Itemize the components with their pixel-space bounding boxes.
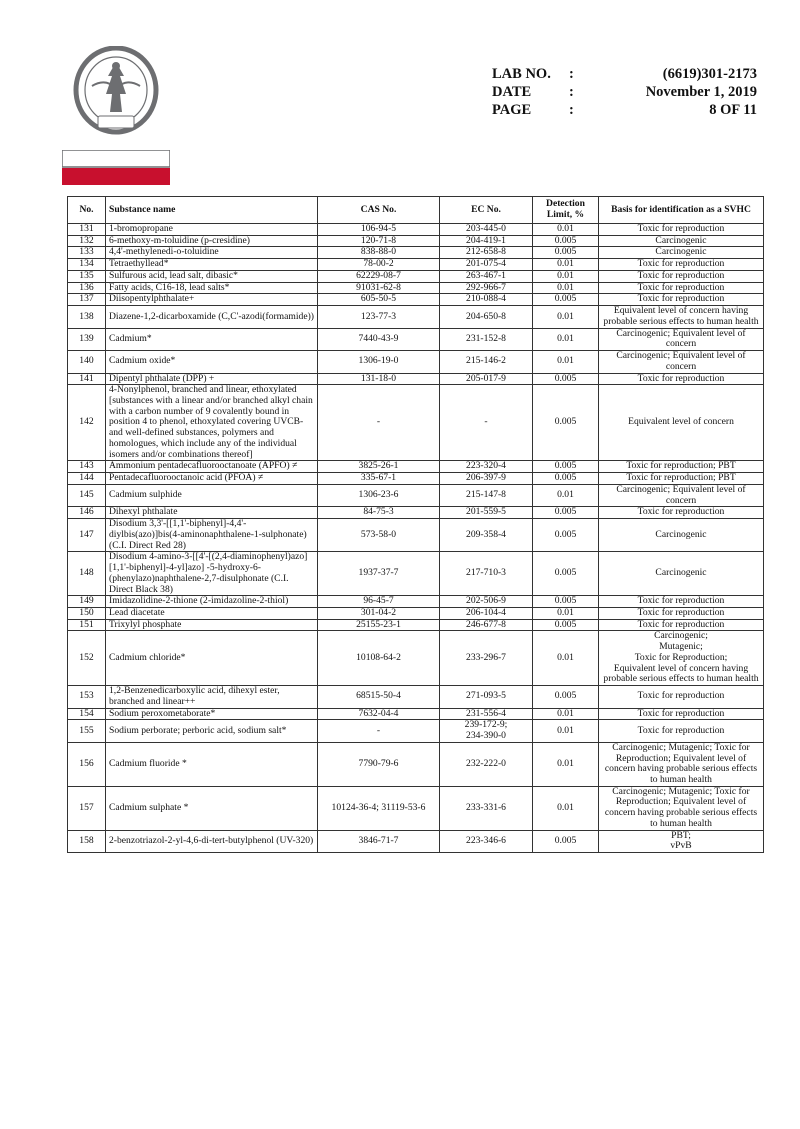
cell-ec: 223-320-4 bbox=[440, 461, 533, 473]
cell-name: Imidazolidine-2-thione (2-imidazoline-2-thiol) bbox=[106, 596, 318, 608]
cell-cas: 7790-79-6 bbox=[318, 742, 440, 786]
lab-no-colon: : bbox=[569, 66, 574, 82]
cell-name: Cadmium oxide* bbox=[106, 351, 318, 373]
cell-no: 131 bbox=[68, 224, 106, 236]
cell-ec: 201-075-4 bbox=[440, 259, 533, 271]
bureau-veritas-seal-icon bbox=[72, 46, 160, 144]
cell-limit: 0.01 bbox=[533, 224, 599, 236]
page-label: PAGE bbox=[492, 102, 532, 118]
cell-basis: Carcinogenic bbox=[599, 519, 764, 552]
cell-ec: 210-088-4 bbox=[440, 294, 533, 306]
table-row bbox=[68, 631, 764, 686]
cell-name: 1-bromopropane bbox=[106, 224, 318, 236]
cell-no: 149 bbox=[68, 596, 106, 608]
cell-limit: 0.01 bbox=[533, 720, 599, 742]
table-row bbox=[68, 484, 764, 506]
cell-limit: 0.01 bbox=[533, 607, 599, 619]
cell-basis: Carcinogenic; Mutagenic; Toxic for Reproduction; Equivalent level of concern having probable serious effects to human health bbox=[599, 742, 764, 786]
cell-no: 154 bbox=[68, 708, 106, 720]
table-row bbox=[68, 552, 764, 596]
cell-cas: 335-67-1 bbox=[318, 473, 440, 485]
cell-basis: Toxic for reproduction bbox=[599, 708, 764, 720]
table-row bbox=[68, 607, 764, 619]
cell-limit: 0.01 bbox=[533, 484, 599, 506]
cell-limit: 0.005 bbox=[533, 385, 599, 461]
cell-cas: - bbox=[318, 385, 440, 461]
table-row bbox=[68, 830, 764, 852]
svhc-table bbox=[67, 196, 764, 853]
cell-cas: 68515-50-4 bbox=[318, 686, 440, 708]
cell-ec: 204-419-1 bbox=[440, 235, 533, 247]
table-row bbox=[68, 742, 764, 786]
table-row bbox=[68, 519, 764, 552]
cell-ec: 292-966-7 bbox=[440, 282, 533, 294]
cell-basis: Carcinogenic; Equivalent level of concern bbox=[599, 351, 764, 373]
cell-name: Cadmium* bbox=[106, 328, 318, 350]
cell-ec: 209-358-4 bbox=[440, 519, 533, 552]
cell-name: Lead diacetate bbox=[106, 607, 318, 619]
cell-basis: Carcinogenic bbox=[599, 552, 764, 596]
cell-cas: 62229-08-7 bbox=[318, 270, 440, 282]
cell-no: 145 bbox=[68, 484, 106, 506]
cell-ec: 206-397-9 bbox=[440, 473, 533, 485]
cell-ec: 205-017-9 bbox=[440, 373, 533, 385]
cell-limit: 0.01 bbox=[533, 282, 599, 294]
cell-ec: 223-346-6 bbox=[440, 830, 533, 852]
cell-cas: 10124-36-4; 31119-53-6 bbox=[318, 786, 440, 830]
table-row bbox=[68, 786, 764, 830]
col-header-detection-limit: Detection Limit, % bbox=[533, 197, 599, 224]
cell-basis: Toxic for reproduction bbox=[599, 294, 764, 306]
cell-ec: 215-146-2 bbox=[440, 351, 533, 373]
cell-no: 146 bbox=[68, 507, 106, 519]
cell-cas: 605-50-5 bbox=[318, 294, 440, 306]
cell-name: Sodium perborate; perboric acid, sodium salt* bbox=[106, 720, 318, 742]
cell-ec: 271-093-5 bbox=[440, 686, 533, 708]
cell-name: Cadmium sulphide bbox=[106, 484, 318, 506]
cell-limit: 0.01 bbox=[533, 306, 599, 328]
col-header-ec: EC No. bbox=[440, 197, 533, 224]
cell-cas: 1937-37-7 bbox=[318, 552, 440, 596]
cell-no: 156 bbox=[68, 742, 106, 786]
table-row bbox=[68, 259, 764, 271]
page-value: 8 OF 11 bbox=[709, 102, 757, 118]
cell-basis: Toxic for reproduction; PBT bbox=[599, 473, 764, 485]
page-row bbox=[492, 102, 757, 120]
cell-basis: Toxic for reproduction; PBT bbox=[599, 461, 764, 473]
table-row bbox=[68, 596, 764, 608]
cell-basis: Equivalent level of concern having probable serious effects to human health bbox=[599, 306, 764, 328]
cell-no: 135 bbox=[68, 270, 106, 282]
cell-no: 150 bbox=[68, 607, 106, 619]
cell-no: 133 bbox=[68, 247, 106, 259]
table-row bbox=[68, 306, 764, 328]
cell-limit: 0.01 bbox=[533, 786, 599, 830]
cell-no: 151 bbox=[68, 619, 106, 631]
cell-no: 136 bbox=[68, 282, 106, 294]
cell-limit: 0.005 bbox=[533, 686, 599, 708]
cell-limit: 0.01 bbox=[533, 351, 599, 373]
table-row bbox=[68, 385, 764, 461]
cell-limit: 0.01 bbox=[533, 708, 599, 720]
cell-limit: 0.005 bbox=[533, 247, 599, 259]
table-row bbox=[68, 224, 764, 236]
cell-name: Diazene-1,2-dicarboxamide (C,C'-azodi(formamide)) bbox=[106, 306, 318, 328]
cell-ec: - bbox=[440, 385, 533, 461]
cell-no: 153 bbox=[68, 686, 106, 708]
bureau-veritas-logo bbox=[62, 46, 170, 186]
cell-name: Cadmium fluoride * bbox=[106, 742, 318, 786]
cell-name: Trixylyl phosphate bbox=[106, 619, 318, 631]
cell-no: 144 bbox=[68, 473, 106, 485]
date-value: November 1, 2019 bbox=[645, 84, 757, 100]
cell-basis: Carcinogenic bbox=[599, 247, 764, 259]
cell-name: 2-benzotriazol-2-yl-4,6-di-tert-butylphenol (UV-320) bbox=[106, 830, 318, 852]
cell-cas: 301-04-2 bbox=[318, 607, 440, 619]
cell-ec: 263-467-1 bbox=[440, 270, 533, 282]
cell-basis: Toxic for reproduction bbox=[599, 259, 764, 271]
cell-cas: - bbox=[318, 720, 440, 742]
cell-cas: 78-00-2 bbox=[318, 259, 440, 271]
cell-limit: 0.01 bbox=[533, 270, 599, 282]
cell-no: 140 bbox=[68, 351, 106, 373]
cell-cas: 123-77-3 bbox=[318, 306, 440, 328]
cell-limit: 0.005 bbox=[533, 830, 599, 852]
cell-name: 6-methoxy-m-toluidine (p-cresidine) bbox=[106, 235, 318, 247]
table-body bbox=[68, 224, 764, 853]
cell-name: 4-Nonylphenol, branched and linear, ethoxylated [substances with a linear and/or branched alkyl chain with a carbon number of 9 covalently bound in position 4 to phenol, ethoxylated covering UVCB- and well-defined substances, polymers and homologues, which include any of the individual isomers and/or combinations thereof] bbox=[106, 385, 318, 461]
table-row bbox=[68, 294, 764, 306]
lab-no-value: (6619)301-2173 bbox=[662, 66, 757, 82]
cell-basis: Carcinogenic; Equivalent level of concern bbox=[599, 484, 764, 506]
date-colon: : bbox=[569, 84, 574, 100]
cell-basis: Toxic for reproduction bbox=[599, 619, 764, 631]
cell-limit: 0.01 bbox=[533, 742, 599, 786]
table-header-row bbox=[68, 197, 764, 224]
col-header-cas: CAS No. bbox=[318, 197, 440, 224]
cell-ec: 231-556-4 bbox=[440, 708, 533, 720]
cell-limit: 0.005 bbox=[533, 519, 599, 552]
cell-cas: 120-71-8 bbox=[318, 235, 440, 247]
cell-ec: 231-152-8 bbox=[440, 328, 533, 350]
table-row bbox=[68, 270, 764, 282]
cell-limit: 0.01 bbox=[533, 259, 599, 271]
cell-basis: Toxic for reproduction bbox=[599, 270, 764, 282]
cell-name: Disodium 3,3'-[[1,1'-biphenyl]-4,4'-diylbis(azo)]bis(4-aminonaphthalene-1-sulphonate) (C.I. Direct Red 28) bbox=[106, 519, 318, 552]
cell-name: Diisopentylphthalate+ bbox=[106, 294, 318, 306]
cell-cas: 91031-62-8 bbox=[318, 282, 440, 294]
table-row bbox=[68, 235, 764, 247]
table-row bbox=[68, 507, 764, 519]
cell-cas: 7632-04-4 bbox=[318, 708, 440, 720]
cell-name: Dipentyl phthalate (DPP) + bbox=[106, 373, 318, 385]
col-header-no: No. bbox=[68, 197, 106, 224]
cell-no: 141 bbox=[68, 373, 106, 385]
cell-name: Fatty acids, C16-18, lead salts* bbox=[106, 282, 318, 294]
cell-limit: 0.005 bbox=[533, 596, 599, 608]
cell-name: 1,2-Benzenedicarboxylic acid, dihexyl ester, branched and linear++ bbox=[106, 686, 318, 708]
table-row bbox=[68, 619, 764, 631]
lab-no-label: LAB NO. bbox=[492, 66, 551, 82]
cell-basis: Toxic for reproduction bbox=[599, 720, 764, 742]
date-row bbox=[492, 84, 757, 102]
cell-basis: PBT; vPvB bbox=[599, 830, 764, 852]
cell-cas: 25155-23-1 bbox=[318, 619, 440, 631]
cell-basis: Toxic for reproduction bbox=[599, 686, 764, 708]
cell-name: Sulfurous acid, lead salt, dibasic* bbox=[106, 270, 318, 282]
cell-name: Pentadecafluorooctanoic acid (PFOA) ≠ bbox=[106, 473, 318, 485]
cell-cas: 3825-26-1 bbox=[318, 461, 440, 473]
cell-ec: 217-710-3 bbox=[440, 552, 533, 596]
cell-cas: 10108-64-2 bbox=[318, 631, 440, 686]
cell-cas: 131-18-0 bbox=[318, 373, 440, 385]
cell-limit: 0.005 bbox=[533, 373, 599, 385]
table-row bbox=[68, 351, 764, 373]
table-row bbox=[68, 473, 764, 485]
cell-no: 132 bbox=[68, 235, 106, 247]
table-row bbox=[68, 720, 764, 742]
table-row bbox=[68, 282, 764, 294]
cell-cas: 1306-19-0 bbox=[318, 351, 440, 373]
cell-no: 155 bbox=[68, 720, 106, 742]
cell-name: Disodium 4-amino-3-[[4'-[(2,4-diaminophenyl)azo][1,1'-biphenyl]-4-yl]azo] -5-hydroxy-6-(phenylazo)naphthalene-2,7-disulphonate (C.I. Direct Black 38) bbox=[106, 552, 318, 596]
cell-no: 148 bbox=[68, 552, 106, 596]
table-row bbox=[68, 373, 764, 385]
cell-no: 158 bbox=[68, 830, 106, 852]
cell-name: Cadmium chloride* bbox=[106, 631, 318, 686]
report-header bbox=[492, 66, 757, 120]
cell-basis: Carcinogenic bbox=[599, 235, 764, 247]
cell-no: 142 bbox=[68, 385, 106, 461]
cell-cas: 84-75-3 bbox=[318, 507, 440, 519]
cell-cas: 106-94-5 bbox=[318, 224, 440, 236]
cell-limit: 0.005 bbox=[533, 235, 599, 247]
cell-basis: Equivalent level of concern bbox=[599, 385, 764, 461]
cell-limit: 0.005 bbox=[533, 507, 599, 519]
cell-basis: Toxic for reproduction bbox=[599, 507, 764, 519]
cell-ec: 239-172-9; 234-390-0 bbox=[440, 720, 533, 742]
cell-cas: 838-88-0 bbox=[318, 247, 440, 259]
cell-limit: 0.005 bbox=[533, 294, 599, 306]
table-row bbox=[68, 708, 764, 720]
cell-ec: 215-147-8 bbox=[440, 484, 533, 506]
cell-name: 4,4'-methylenedi-o-toluidine bbox=[106, 247, 318, 259]
date-label: DATE bbox=[492, 84, 532, 100]
col-header-basis: Basis for identification as a SVHC bbox=[599, 197, 764, 224]
cell-limit: 0.005 bbox=[533, 473, 599, 485]
cell-basis: Toxic for reproduction bbox=[599, 596, 764, 608]
cell-limit: 0.005 bbox=[533, 619, 599, 631]
cell-cas: 96-45-7 bbox=[318, 596, 440, 608]
cell-no: 139 bbox=[68, 328, 106, 350]
cell-ec: 233-296-7 bbox=[440, 631, 533, 686]
cell-ec: 206-104-4 bbox=[440, 607, 533, 619]
cell-name: Ammonium pentadecafluorooctanoate (APFO) ≠ bbox=[106, 461, 318, 473]
cell-basis: Toxic for reproduction bbox=[599, 224, 764, 236]
cell-cas: 7440-43-9 bbox=[318, 328, 440, 350]
cell-no: 138 bbox=[68, 306, 106, 328]
cell-limit: 0.005 bbox=[533, 461, 599, 473]
cell-limit: 0.005 bbox=[533, 552, 599, 596]
cell-name: Dihexyl phthalate bbox=[106, 507, 318, 519]
cell-name: Cadmium sulphate * bbox=[106, 786, 318, 830]
cell-ec: 246-677-8 bbox=[440, 619, 533, 631]
cell-ec: 204-650-8 bbox=[440, 306, 533, 328]
bureau-veritas-wordmark-icon bbox=[62, 150, 170, 186]
cell-ec: 202-506-9 bbox=[440, 596, 533, 608]
cell-limit: 0.01 bbox=[533, 631, 599, 686]
cell-ec: 232-222-0 bbox=[440, 742, 533, 786]
cell-limit: 0.01 bbox=[533, 328, 599, 350]
cell-no: 143 bbox=[68, 461, 106, 473]
cell-cas: 1306-23-6 bbox=[318, 484, 440, 506]
col-header-substance: Substance name bbox=[106, 197, 318, 224]
cell-ec: 212-658-8 bbox=[440, 247, 533, 259]
cell-basis: Carcinogenic; Mutagenic; Toxic for Reproduction; Equivalent level of concern having probable serious effects to human health bbox=[599, 786, 764, 830]
cell-ec: 203-445-0 bbox=[440, 224, 533, 236]
cell-cas: 573-58-0 bbox=[318, 519, 440, 552]
table-row bbox=[68, 328, 764, 350]
cell-basis: Toxic for reproduction bbox=[599, 607, 764, 619]
cell-no: 137 bbox=[68, 294, 106, 306]
cell-no: 157 bbox=[68, 786, 106, 830]
cell-basis: Carcinogenic; Equivalent level of concern bbox=[599, 328, 764, 350]
lab-no-row bbox=[492, 66, 757, 84]
cell-cas: 3846-71-7 bbox=[318, 830, 440, 852]
cell-name: Tetraethyllead* bbox=[106, 259, 318, 271]
cell-ec: 233-331-6 bbox=[440, 786, 533, 830]
cell-basis: Toxic for reproduction bbox=[599, 373, 764, 385]
cell-basis: Carcinogenic; Mutagenic; Toxic for Reproduction; Equivalent level of concern having probable serious effects to human health bbox=[599, 631, 764, 686]
cell-ec: 201-559-5 bbox=[440, 507, 533, 519]
cell-no: 152 bbox=[68, 631, 106, 686]
cell-name: Sodium peroxometaborate* bbox=[106, 708, 318, 720]
page-colon: : bbox=[569, 102, 574, 118]
cell-no: 147 bbox=[68, 519, 106, 552]
cell-no: 134 bbox=[68, 259, 106, 271]
table-row bbox=[68, 461, 764, 473]
table-row bbox=[68, 686, 764, 708]
table-row bbox=[68, 247, 764, 259]
cell-basis: Toxic for reproduction bbox=[599, 282, 764, 294]
